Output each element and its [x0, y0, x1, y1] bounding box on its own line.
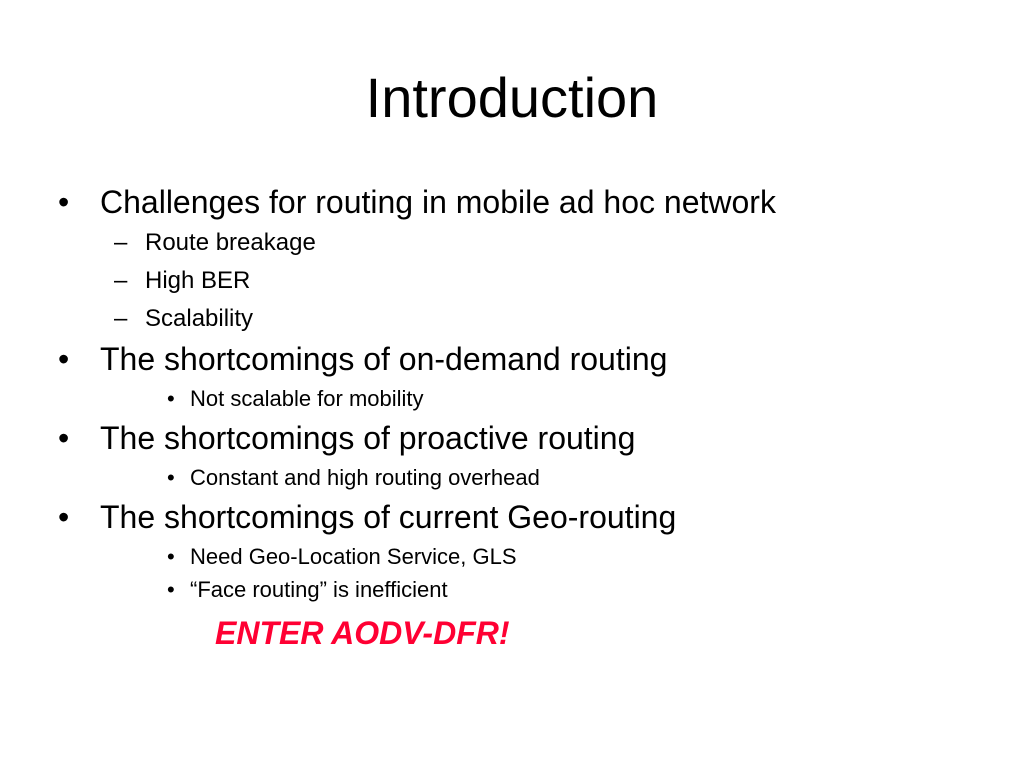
bullet-marker: • — [58, 341, 70, 377]
sub-bullet-text: High BER — [145, 267, 251, 294]
bullet-marker: • — [58, 184, 70, 220]
bullet-marker: • — [167, 386, 175, 411]
dash-marker: – — [114, 267, 128, 294]
slide-title: Introduction — [365, 66, 659, 129]
bullet-marker: • — [167, 465, 175, 490]
bullet-marker: • — [58, 499, 70, 535]
bullet-text: The shortcomings of on-demand routing — [100, 341, 668, 377]
bullet-text: The shortcomings of proactive routing — [100, 420, 636, 456]
callout-text: ENTER AODV-DFR! — [215, 615, 510, 651]
bullet-marker: • — [58, 420, 70, 456]
sub-bullet-text: Route breakage — [145, 229, 316, 256]
bullet-text: Challenges for routing in mobile ad hoc network — [100, 184, 776, 220]
sub-bullet-text: Need Geo-Location Service, GLS — [190, 544, 517, 569]
bullet-marker: • — [167, 577, 175, 602]
sub-bullet-text: Scalability — [145, 305, 254, 332]
sub-bullet-text: Not scalable for mobility — [190, 386, 424, 411]
bullet-text: The shortcomings of current Geo-routing — [100, 499, 677, 535]
dash-marker: – — [114, 229, 128, 256]
sub-bullet-text: “Face routing” is inefficient — [190, 577, 448, 602]
sub-bullet-text: Constant and high routing overhead — [190, 465, 540, 490]
dash-marker: – — [114, 305, 128, 332]
bullet-marker: • — [167, 544, 175, 569]
